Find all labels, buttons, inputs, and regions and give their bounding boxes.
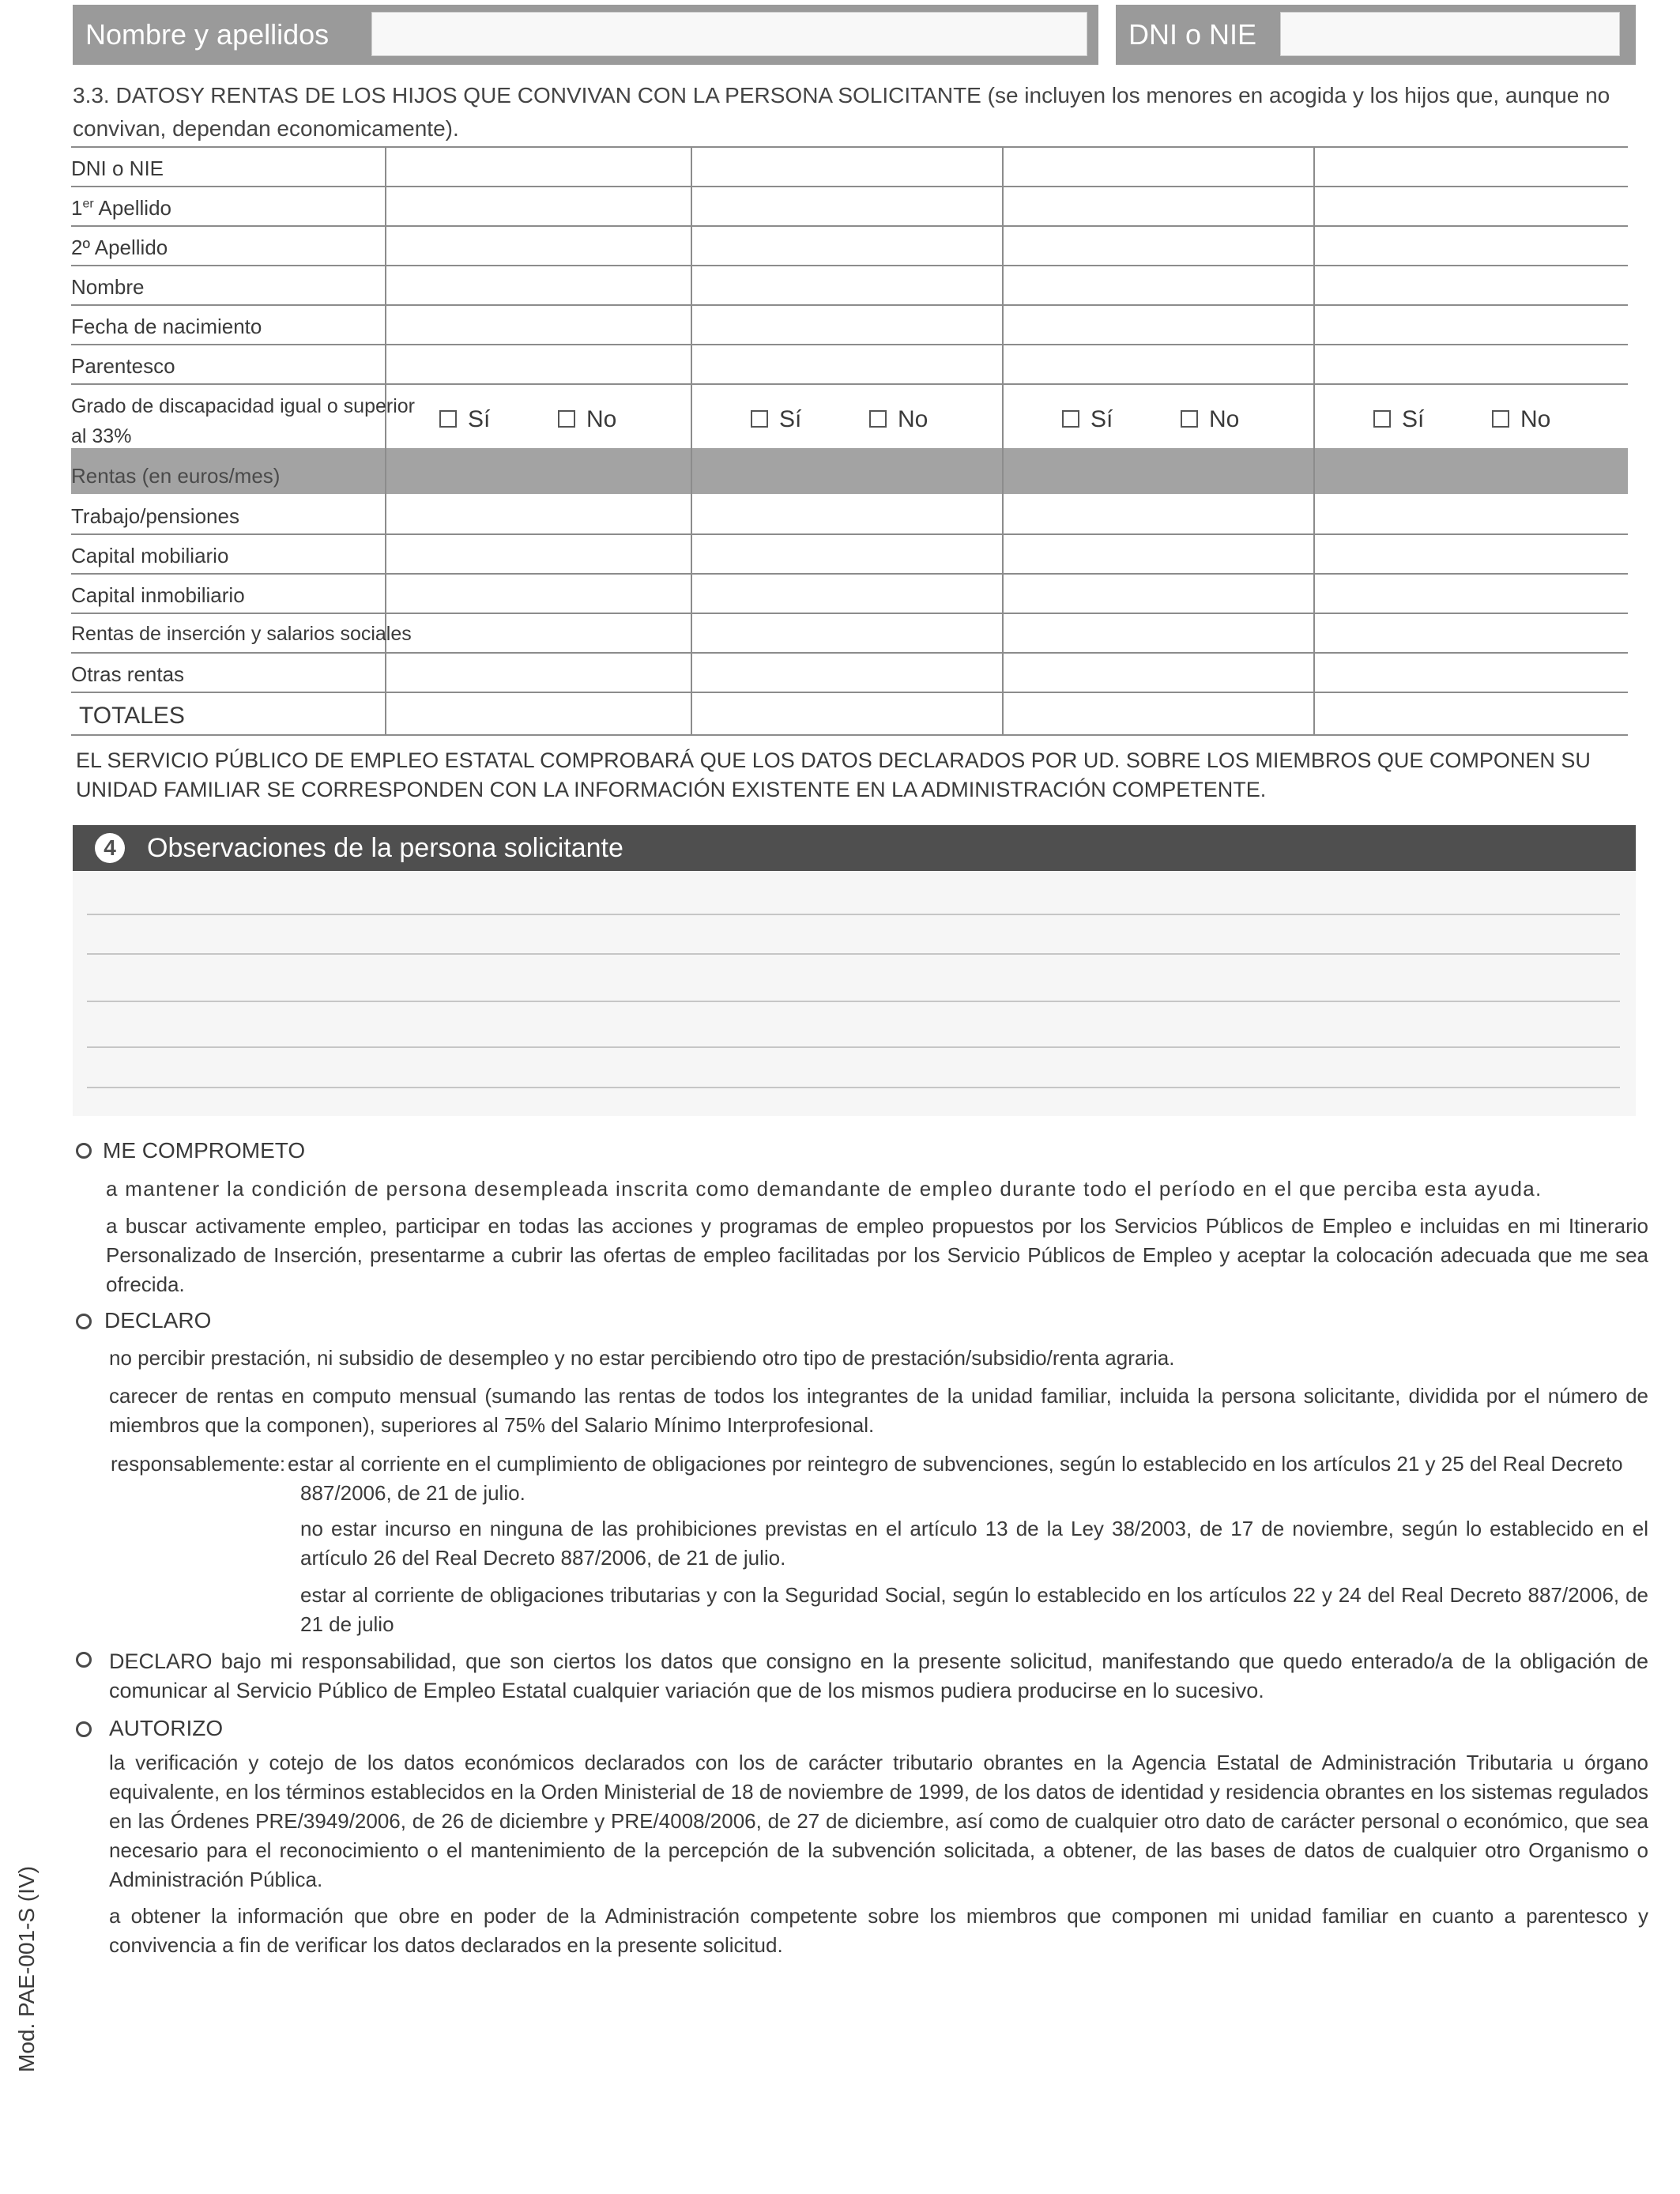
checkbox-icon [1062, 410, 1079, 428]
row-label-capital-mobiliario: Capital mobiliario [71, 544, 229, 567]
autorizo-heading: AUTORIZO [109, 1716, 224, 1740]
me-comprometo-radio[interactable] [76, 1143, 92, 1159]
table-rule [71, 225, 1628, 227]
table-rule [71, 344, 1628, 345]
writing-line [87, 914, 1620, 915]
column-divider [1002, 148, 1004, 734]
table-rule [71, 383, 1628, 385]
row-label-fecha-nacimiento: Fecha de nacimiento [71, 315, 262, 338]
form-model-code: Mod. PAE-001-S (IV) [14, 1866, 39, 2072]
checkbox-icon [1181, 410, 1198, 428]
checkbox-icon [439, 410, 457, 428]
row-label-apellido2: 2º Apellido [71, 236, 168, 259]
compromiso-text-1: a mantener la condición de persona desempleada inscrita como demandante de empleo durante todo el período en el que perciba esta ayuda. [106, 1177, 1543, 1201]
responsable-text-3: estar al corriente de obligaciones tributarias y con la Seguridad Social, según lo establecido en los artículos 22 y 24 del Real Decreto 887/2006, de 21 de julio [300, 1583, 1648, 1636]
autorizo-text-1: la verificación y cotejo de los datos económicos declarados con los de carácter tributario obrantes en la Agencia Estatal de Administración Tributaria u órgano equivalente, en los términos establecidos en la Orden Ministerial de 18 de noviembre de 1999, de los datos de identidad y residencia obrantes en los sistemas regulados en las Órdenes PRE/3949/2006, de 26 de diciembre y PRE/4008/2006, de 27 de diciembre, así como de cualquier otro dato de carácter personal o económico, que sea necesario para el reconocimiento o el mantenimiento de la percepción de la subvención solicitada, a obtener, de las bases de datos de cualquier otro Organismo o Administración Pública. [109, 1751, 1648, 1891]
row-label-grado-1: Grado de discapacidad igual o superior [71, 395, 415, 417]
column-divider [691, 148, 692, 734]
table-rule [71, 692, 1628, 693]
responsable-text-1b: 887/2006, de 21 de julio. [300, 1481, 525, 1505]
me-comprometo-heading: ME COMPROMETO [103, 1138, 306, 1163]
verification-notice: EL SERVICIO PÚBLICO DE EMPLEO ESTATAL COMPROBARÁ QUE LOS DATOS DECLARADOS POR UD. SOBRE LOS MIEMBROS QUE COMPONEN SU UNIDAD FAMILIAR SE CORRESPONDEN CON LA INFORMACIÓN EXISTENTE EN LA ADMINISTRACIÓN COMPETENTE. [76, 748, 1591, 801]
declaro-text-1: no percibir prestación, ni subsidio de desempleo y no estar percibiendo otro tipo de prestación/subsidio/renta agraria. [109, 1346, 1175, 1370]
section-number-badge: 4 [95, 833, 125, 863]
declaro-heading: DECLARO [104, 1308, 212, 1333]
writing-line [87, 953, 1620, 955]
dni-label: DNI o NIE [1128, 18, 1257, 51]
responsable-text-2: no estar incurso en ninguna de las prohibiciones previstas en el artículo 13 de la Ley 38/2003, de 17 de noviembre, según lo establecido en el artículo 26 del Real Decreto 887/2006, de 21 de julio. [300, 1517, 1648, 1570]
table-rule [71, 265, 1628, 266]
row-label-otras-rentas: Otras rentas [71, 662, 185, 686]
declaro-text-2: carecer de rentas en computo mensual (sumando las rentas de todos los integrantes de la unidad familiar, incluida la persona solicitante, dividida por el número de miembros que la componen), superiores al 75% del Salario Mínimo Interprofesional. [109, 1384, 1648, 1437]
checkbox-icon [869, 410, 887, 428]
row-label-insercion: Rentas de inserción y salarios sociales [71, 623, 412, 645]
table-rule [71, 613, 1628, 614]
row-label-grado-2: al 33% [71, 425, 132, 447]
checkbox-si[interactable]: Sí [439, 406, 490, 433]
observations-textarea[interactable] [73, 871, 1636, 1116]
column-divider [1313, 148, 1315, 734]
row-label-parentesco: Parentesco [71, 354, 175, 378]
section-4-header [73, 825, 1636, 871]
checkbox-si[interactable]: Sí [751, 406, 801, 433]
row-label-rentas: Rentas (en euros/mes) [71, 464, 281, 488]
table-rule [71, 573, 1628, 575]
table-rule [71, 652, 1628, 654]
checkbox-icon [1373, 410, 1391, 428]
declaro-radio[interactable] [76, 1314, 92, 1329]
checkbox-icon [558, 410, 575, 428]
checkbox-si[interactable]: Sí [1062, 406, 1113, 433]
row-label-totales: TOTALES [79, 703, 185, 729]
checkbox-no[interactable]: No [1181, 406, 1239, 433]
section-3-3-title: 3.3. DATOSY RENTAS DE LOS HIJOS QUE CONVIVAN CON LA PERSONA SOLICITANTE (se incluyen los menores en acogida y los hijos que, aunque no convivan, dependan economicamente). [73, 83, 1610, 141]
name-label: Nombre y apellidos [85, 18, 330, 51]
children-income-table [0, 0, 1680, 790]
checkbox-no[interactable]: No [1492, 406, 1550, 433]
section-4-title: Observaciones de la persona solicitante [147, 833, 623, 863]
checkbox-icon [751, 410, 768, 428]
declaro-responsabilidad-radio[interactable] [76, 1652, 92, 1668]
autorizo-radio[interactable] [76, 1721, 92, 1737]
table-rule [71, 146, 1628, 148]
table-rule [71, 533, 1628, 535]
declaro-responsabilidad-text: DECLARO bajo mi responsabilidad, que son ciertos los datos que consigno en la presente solicitud, manifestando que quedo enterado/a de la obligación de comunicar al Servicio Público de Empleo Estatal cualquier variación que de los mismos pudiera producirse en lo sucesivo. [109, 1649, 1648, 1702]
autorizo-text-2: a obtener la información que obre en poder de la Administración competente sobre los miembros que componen mi unidad familiar en cuanto a parentesco y convivencia a fin de verificar los datos declarados en la presente solicitud. [109, 1904, 1648, 1957]
writing-line [87, 1001, 1620, 1002]
checkbox-no[interactable]: No [558, 406, 616, 433]
row-label-dni: DNI o NIE [71, 156, 164, 180]
column-divider [385, 148, 386, 734]
table-rule [71, 304, 1628, 306]
writing-line [87, 1046, 1620, 1048]
row-label-nombre: Nombre [71, 275, 145, 299]
checkbox-si[interactable]: Sí [1373, 406, 1424, 433]
writing-line [87, 1087, 1620, 1088]
row-label-trabajo: Trabajo/pensiones [71, 504, 239, 528]
rentas-header-row [71, 448, 1628, 494]
checkbox-no[interactable]: No [869, 406, 928, 433]
responsable-text-1a: estar al corriente en el cumplimiento de obligaciones por reintegro de subvenciones, según lo establecido en los artículos 21 y 25 del Real Decreto [288, 1452, 1623, 1476]
checkbox-icon [1492, 410, 1509, 428]
row-label-capital-inmobiliario: Capital inmobiliario [71, 583, 245, 607]
table-rule [71, 186, 1628, 187]
table-rule [71, 734, 1628, 736]
compromiso-text-2: a buscar activamente empleo, participar en todas las acciones y programas de empleo propuestos por los Servicios Públicos de Empleo e incluidas en mi Itinerario Personalizado de Inserción, presentarme a cubrir las ofertas de empleo facilitadas por los Servicio Públicos de Empleo y aceptar la colocación adecuada que me sea ofrecida. [106, 1214, 1648, 1296]
row-label-apellido1: 1er Apellido [71, 196, 172, 220]
responsablemente-label: responsablemente: [111, 1452, 286, 1476]
